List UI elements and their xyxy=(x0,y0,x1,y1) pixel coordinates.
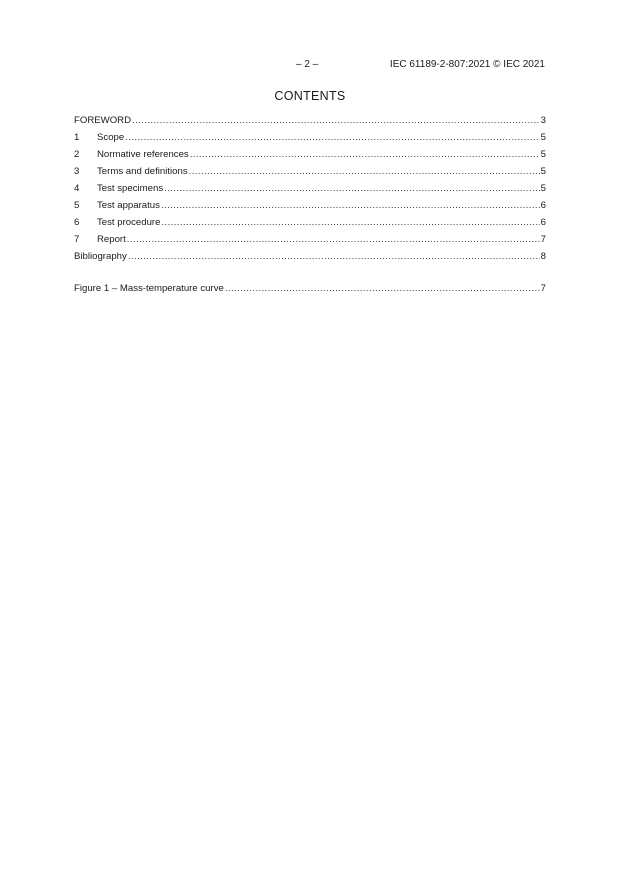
toc-entry-label: Figure 1 – Mass-temperature curve xyxy=(74,283,224,294)
toc-entry-page: 6 xyxy=(540,217,546,228)
toc-leader-dots xyxy=(189,165,540,178)
toc-entry-page: 5 xyxy=(540,166,546,177)
toc-entry-number: 6 xyxy=(74,217,80,228)
toc-entry-page: 7 xyxy=(540,234,546,245)
toc-entry-page: 5 xyxy=(540,149,546,160)
toc-entry-label: Terms and definitions xyxy=(97,166,188,177)
toc-leader-dots xyxy=(128,250,540,263)
toc-entry-number: 2 xyxy=(74,149,80,160)
toc-leader-dots xyxy=(161,199,540,212)
toc-entry-test-procedure[interactable] xyxy=(74,216,546,233)
toc-entry-page: 5 xyxy=(540,132,546,143)
toc-entry-label: Test procedure xyxy=(97,217,161,228)
toc-leader-dots xyxy=(132,114,540,127)
toc-leader-dots xyxy=(127,233,540,246)
toc-entry-bibliography[interactable] xyxy=(74,250,546,267)
toc-entry-page: 5 xyxy=(540,183,546,194)
toc-entry-test-specimens[interactable] xyxy=(74,182,546,199)
contents-title: CONTENTS xyxy=(274,89,346,103)
toc-entry-label: Scope xyxy=(97,132,125,143)
toc-entry-label: Test specimens xyxy=(97,183,164,194)
page-number: – 2 – xyxy=(296,59,319,70)
toc-entry-label: Bibliography xyxy=(74,251,127,262)
toc-entry-label: Test apparatus xyxy=(97,200,160,211)
toc-entry-foreword[interactable] xyxy=(74,114,546,131)
page-header xyxy=(0,59,620,73)
toc-entry-page: 8 xyxy=(540,251,546,262)
toc-entry-number: 4 xyxy=(74,183,80,194)
toc-entry-number: 1 xyxy=(74,132,80,143)
toc-entry-normative-references[interactable] xyxy=(74,148,546,165)
toc-leader-dots xyxy=(161,216,539,229)
toc-leader-dots xyxy=(164,182,540,195)
toc-entry-label: FOREWORD xyxy=(74,115,132,126)
toc-leader-dots xyxy=(125,131,539,144)
toc-entry-label: Normative references xyxy=(97,149,189,160)
toc-entry-report[interactable] xyxy=(74,233,546,250)
table-of-contents xyxy=(74,114,546,299)
toc-entry-number: 3 xyxy=(74,166,80,177)
toc-entry-terms-and-definitions[interactable] xyxy=(74,165,546,182)
toc-leader-dots xyxy=(225,282,540,295)
toc-entry-page: 7 xyxy=(540,283,546,294)
toc-entry-number: 5 xyxy=(74,200,80,211)
toc-leader-dots xyxy=(190,148,540,161)
toc-entry-page: 6 xyxy=(540,200,546,211)
toc-entry-label: Report xyxy=(97,234,126,245)
toc-entry-figure-1[interactable] xyxy=(74,282,546,299)
document-reference: IEC 61189-2-807:2021 © IEC 2021 xyxy=(389,59,545,70)
toc-spacer xyxy=(74,267,546,282)
toc-entry-page: 3 xyxy=(540,115,546,126)
toc-entry-scope[interactable] xyxy=(74,131,546,148)
toc-entry-test-apparatus[interactable] xyxy=(74,199,546,216)
toc-entry-number: 7 xyxy=(74,234,80,245)
